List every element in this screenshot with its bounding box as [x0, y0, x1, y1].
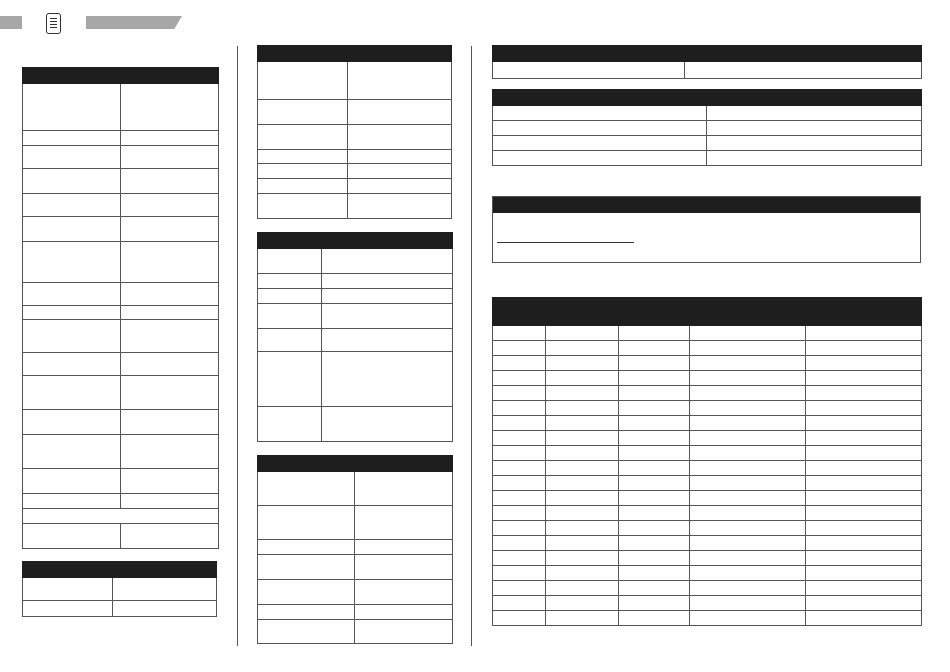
table-cell: [690, 341, 806, 356]
table-header: [258, 46, 452, 62]
spec-table-5: [257, 455, 453, 644]
table-row: [493, 581, 922, 596]
table-cell: [806, 416, 922, 431]
table-cell: [355, 620, 453, 644]
table-cell: [258, 472, 355, 506]
table-cell: [619, 536, 690, 551]
table-cell: [348, 100, 452, 125]
table-cell: [690, 506, 806, 521]
table-row: [258, 407, 453, 442]
table-cell: [690, 611, 806, 626]
table-cell: [258, 580, 355, 605]
table-cell: [806, 536, 922, 551]
table-row: [258, 62, 452, 100]
table-cell: [348, 194, 452, 219]
table-cell: [690, 551, 806, 566]
table-cell: [685, 62, 922, 79]
table-cell: [707, 121, 922, 136]
table-cell: [690, 491, 806, 506]
table-cell: [493, 326, 546, 341]
table-row: [258, 555, 453, 580]
table-cell: [121, 524, 219, 549]
column-header: [690, 298, 806, 326]
table-row: [493, 326, 922, 341]
table-cell: [806, 356, 922, 371]
table-cell: [493, 506, 546, 521]
table-cell: [23, 194, 121, 217]
table-cell: [619, 431, 690, 446]
header-row: [258, 233, 453, 249]
table-row: [23, 217, 219, 242]
table-cell: [258, 274, 322, 289]
table-cell: [493, 341, 546, 356]
table-cell: [121, 84, 219, 131]
table-row: [493, 536, 922, 551]
table-row: [23, 601, 217, 617]
table-cell: [121, 435, 219, 469]
table-row: [258, 100, 452, 125]
table-cell: [546, 506, 619, 521]
table-cell: [113, 578, 217, 601]
table-cell: [806, 446, 922, 461]
table-cell: [121, 353, 219, 376]
table-row: [493, 121, 922, 136]
table-cell: [23, 146, 121, 169]
table-cell: [23, 524, 121, 549]
table-cell: [546, 461, 619, 476]
table-cell: [690, 326, 806, 341]
table-cell: [348, 179, 452, 194]
table-row: [23, 435, 219, 469]
table-cell: [23, 469, 121, 494]
header-row: [258, 456, 453, 472]
table-cell: [690, 581, 806, 596]
table-row: [258, 304, 453, 329]
table-cell: [23, 84, 121, 131]
table-row: [493, 476, 922, 491]
table-cell: [121, 194, 219, 217]
table-cell: [546, 476, 619, 491]
table-cell: [619, 326, 690, 341]
table-cell: [493, 566, 546, 581]
table-cell: [121, 320, 219, 353]
table-cell: [619, 551, 690, 566]
column-header: [546, 298, 619, 326]
table-row: [493, 136, 922, 151]
table-cell: [806, 491, 922, 506]
table-cell: [619, 476, 690, 491]
table-cell: [806, 476, 922, 491]
table-cell: [23, 306, 121, 320]
table-row: [493, 401, 922, 416]
table-row: [258, 150, 452, 164]
table-row: [23, 410, 219, 435]
table-row: [23, 283, 219, 306]
table-row: [23, 306, 219, 320]
table-cell: [806, 611, 922, 626]
table-cell: [258, 62, 348, 100]
table-row: [493, 491, 922, 506]
table-cell: [258, 100, 348, 125]
table-cell: [546, 566, 619, 581]
table-cell: [619, 581, 690, 596]
table-cell: [258, 620, 355, 644]
table-row: [23, 242, 219, 283]
table-cell: [546, 416, 619, 431]
table-cell: [690, 461, 806, 476]
table-cell: [690, 416, 806, 431]
table-row: [258, 289, 453, 304]
table-cell: [619, 401, 690, 416]
table-cell: [493, 151, 707, 166]
table-cell: [23, 376, 121, 410]
table-cell: [493, 401, 546, 416]
table-row: [258, 179, 452, 194]
table-cell: [23, 131, 121, 146]
table-row: [23, 353, 219, 376]
table-cell: [258, 289, 322, 304]
table-row: [493, 386, 922, 401]
table-row: [493, 566, 922, 581]
table-cell: [258, 407, 322, 442]
data-table: [492, 297, 922, 626]
table-cell: [493, 431, 546, 446]
table-row: [493, 551, 922, 566]
table-cell: [23, 578, 113, 601]
table-cell: [690, 596, 806, 611]
table-row: [23, 524, 219, 549]
table-cell: [806, 341, 922, 356]
table-row: [493, 106, 922, 121]
table-row: [258, 352, 453, 407]
table-cell: [258, 555, 355, 580]
table-row: [258, 580, 453, 605]
table-row: [493, 371, 922, 386]
table-cell: [493, 581, 546, 596]
table-cell: [322, 274, 453, 289]
table-cell: [121, 283, 219, 306]
table-cell: [707, 106, 922, 121]
table-row: [493, 62, 922, 79]
table-cell: [258, 329, 322, 352]
table-cell: [806, 461, 922, 476]
table-cell: [121, 469, 219, 494]
note-underline: [497, 242, 634, 243]
table-cell: [322, 289, 453, 304]
table-row: [23, 84, 219, 131]
table-cell: [493, 446, 546, 461]
table-cell: [493, 491, 546, 506]
table-cell: [121, 131, 219, 146]
table-cell: [546, 596, 619, 611]
table-cell: [348, 125, 452, 150]
table-header: [258, 233, 453, 249]
column-header: [619, 298, 690, 326]
table-cell: [355, 540, 453, 555]
table-cell: [619, 521, 690, 536]
table-cell: [23, 494, 121, 509]
note-box: [492, 196, 921, 263]
spec-table-1: [22, 67, 219, 549]
table-row: [258, 605, 453, 620]
table-cell: [619, 566, 690, 581]
table-cell: [619, 341, 690, 356]
table-cell: [493, 416, 546, 431]
table-header: [258, 456, 453, 472]
table-cell: [493, 521, 546, 536]
table-cell: [619, 491, 690, 506]
table-cell: [258, 150, 348, 164]
table-cell: [23, 283, 121, 306]
table-cell: [121, 217, 219, 242]
table-row: [23, 578, 217, 601]
table-row: [23, 469, 219, 494]
table-cell: [546, 386, 619, 401]
table-cell: [322, 407, 453, 442]
header-row: [258, 46, 452, 62]
table-cell: [493, 62, 685, 79]
table-cell: [121, 242, 219, 283]
table-cell: [258, 352, 322, 407]
table-row: [493, 341, 922, 356]
table-cell: [355, 472, 453, 506]
table-cell: [546, 491, 619, 506]
table-cell: [258, 540, 355, 555]
table-cell: [546, 611, 619, 626]
table-row: [493, 521, 922, 536]
table-row: [258, 194, 452, 219]
document-icon: [46, 13, 61, 34]
table-cell: [619, 371, 690, 386]
table-row: [258, 506, 453, 540]
table-cell: [546, 356, 619, 371]
spec-table-4: [257, 232, 453, 442]
table-cell: [23, 410, 121, 435]
table-cell: [493, 136, 707, 151]
table-row: [258, 125, 452, 150]
table-cell: [258, 125, 348, 150]
table-row: [23, 194, 219, 217]
table-cell: [690, 566, 806, 581]
table-row: [493, 151, 922, 166]
header-row: [23, 562, 217, 578]
table-cell: [707, 136, 922, 151]
table-cell: [258, 194, 348, 219]
table-row: [493, 431, 922, 446]
table-cell: [619, 611, 690, 626]
table-row: [258, 249, 453, 274]
table-cell: [690, 371, 806, 386]
table-cell: [806, 551, 922, 566]
table-row: [23, 509, 219, 524]
table-cell: [546, 581, 619, 596]
table-cell: [258, 506, 355, 540]
spec-table-6: [492, 45, 922, 79]
table-row: [493, 356, 922, 371]
table-row: [23, 376, 219, 410]
table-cell: [493, 356, 546, 371]
table-cell: [806, 521, 922, 536]
table-cell: [348, 62, 452, 100]
header-row: [493, 46, 922, 62]
table-cell: [23, 169, 121, 194]
table-cell: [546, 431, 619, 446]
header-row: [23, 68, 219, 84]
table-cell: [690, 386, 806, 401]
table-cell: [806, 506, 922, 521]
spec-table-3: [257, 45, 452, 219]
header-tab-right: [86, 16, 182, 29]
table-cell: [258, 179, 348, 194]
table-header: [23, 562, 217, 578]
table-cell: [690, 446, 806, 461]
column-divider-1: [237, 46, 238, 646]
table-cell: [690, 521, 806, 536]
table-cell: [806, 596, 922, 611]
table-cell: [619, 356, 690, 371]
table-cell: [322, 304, 453, 329]
table-row: [493, 611, 922, 626]
table-cell: [546, 371, 619, 386]
table-row: [23, 494, 219, 509]
table-cell: [355, 506, 453, 540]
table-cell: [707, 151, 922, 166]
table-cell: [493, 106, 707, 121]
column-header: [806, 298, 922, 326]
table-cell: [806, 566, 922, 581]
table-cell: [619, 461, 690, 476]
table-cell: [23, 435, 121, 469]
table-row: [23, 320, 219, 353]
table-cell: [806, 431, 922, 446]
table-cell: [493, 386, 546, 401]
table-cell: [121, 169, 219, 194]
table-cell: [493, 551, 546, 566]
table-cell: [619, 386, 690, 401]
table-cell: [258, 249, 322, 274]
table-row: [258, 329, 453, 352]
table-cell: [806, 371, 922, 386]
table-cell: [546, 401, 619, 416]
table-cell: [690, 356, 806, 371]
table-row: [493, 596, 922, 611]
spec-table-2: [22, 561, 217, 617]
table-cell: [493, 476, 546, 491]
table-cell: [619, 416, 690, 431]
table-cell: [322, 352, 453, 407]
table-cell: [493, 371, 546, 386]
note-header: [493, 197, 920, 213]
table-cell: [546, 446, 619, 461]
table-row: [258, 472, 453, 506]
table-cell: [23, 509, 219, 524]
header-tab-left: [0, 16, 22, 29]
table-cell: [546, 326, 619, 341]
table-row: [258, 540, 453, 555]
table-cell: [355, 555, 453, 580]
table-cell: [619, 506, 690, 521]
table-row: [493, 416, 922, 431]
table-cell: [355, 605, 453, 620]
table-cell: [493, 536, 546, 551]
table-cell: [546, 536, 619, 551]
table-cell: [546, 521, 619, 536]
table-cell: [23, 242, 121, 283]
table-cell: [258, 304, 322, 329]
table-cell: [322, 249, 453, 274]
table-cell: [121, 146, 219, 169]
table-cell: [806, 326, 922, 341]
table-cell: [348, 164, 452, 179]
table-cell: [121, 410, 219, 435]
table-cell: [23, 601, 113, 617]
table-row: [493, 446, 922, 461]
table-row: [258, 274, 453, 289]
table-cell: [23, 353, 121, 376]
table-cell: [493, 611, 546, 626]
table-cell: [322, 329, 453, 352]
table-row: [258, 620, 453, 644]
table-cell: [113, 601, 217, 617]
table-cell: [355, 580, 453, 605]
table-cell: [23, 217, 121, 242]
table-cell: [121, 376, 219, 410]
table-cell: [806, 386, 922, 401]
table-cell: [619, 446, 690, 461]
table-cell: [493, 461, 546, 476]
table-cell: [493, 596, 546, 611]
table-header: [493, 46, 922, 62]
table-cell: [619, 596, 690, 611]
table-cell: [546, 341, 619, 356]
table-cell: [258, 164, 348, 179]
table-cell: [23, 320, 121, 353]
table-cell: [690, 476, 806, 491]
header-row: [493, 298, 922, 326]
table-row: [23, 131, 219, 146]
table-cell: [806, 581, 922, 596]
table-row: [493, 461, 922, 476]
table-row: [23, 146, 219, 169]
table-cell: [121, 494, 219, 509]
table-row: [258, 164, 452, 179]
table-row: [23, 169, 219, 194]
table-cell: [121, 306, 219, 320]
table-cell: [546, 551, 619, 566]
table-header: [493, 90, 922, 106]
table-cell: [258, 605, 355, 620]
table-cell: [690, 536, 806, 551]
table-cell: [348, 150, 452, 164]
table-cell: [493, 121, 707, 136]
column-divider-2: [471, 46, 472, 646]
column-header: [493, 298, 546, 326]
table-row: [493, 506, 922, 521]
spec-table-7: [492, 89, 922, 166]
table-cell: [806, 401, 922, 416]
table-cell: [690, 431, 806, 446]
table-cell: [690, 401, 806, 416]
header-row: [493, 90, 922, 106]
table-header: [23, 68, 219, 84]
